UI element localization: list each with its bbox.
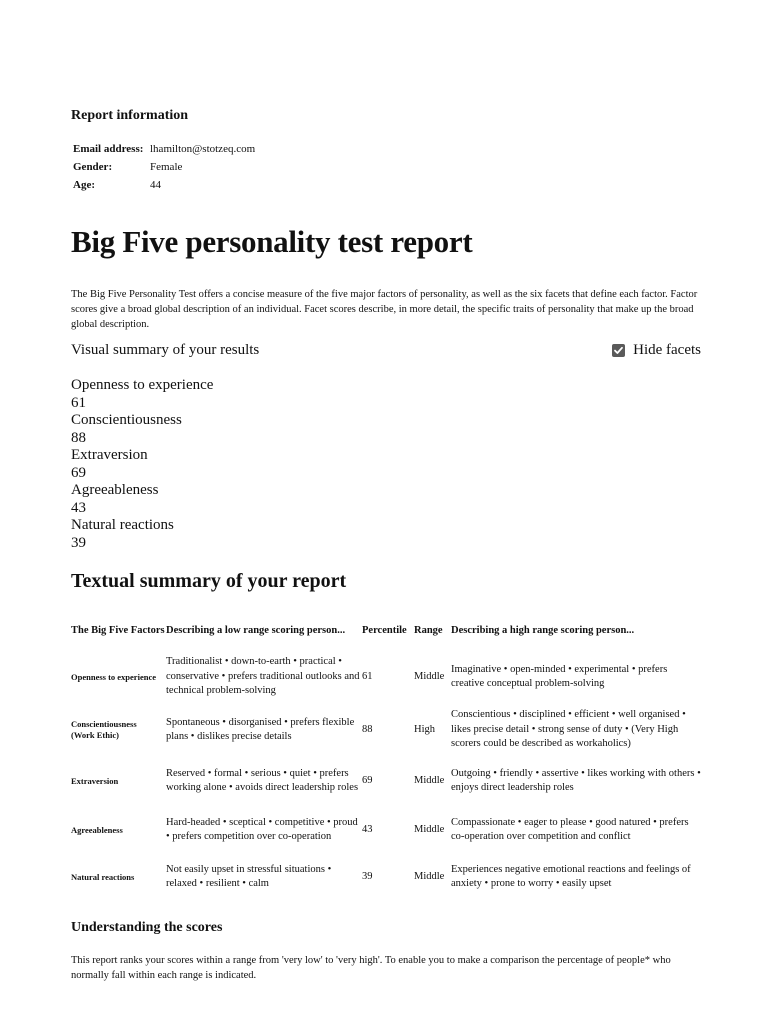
row-high-description: Outgoing • friendly • assertive • likes working with others • enjoys direct leadership roles (451, 767, 701, 793)
row-percentile: 39 (362, 870, 373, 882)
info-row-email (73, 143, 255, 161)
intro-paragraph: The Big Five Personality Test offers a concise measure of the five major factors of personality, as well as the six facets that define each factor. Factor scores give a broad global description of an individual. Facet scores describe, in more detail, the specific traits of personality that make up the broad global description. (71, 289, 698, 330)
info-row-gender (73, 161, 255, 179)
row-low-description: Hard-headed • sceptical • competitive • proud • prefers competition over co-operation (166, 816, 358, 842)
textual-summary-title: Textual summary of your report (71, 570, 347, 592)
row-high-description: Experiences negative emotional reactions and feelings of anxiety • prone to worry • easily upset (451, 863, 691, 889)
row-factor: Natural reactions (71, 871, 135, 882)
factor-score: 69 (71, 464, 86, 481)
report-info-table (73, 143, 255, 197)
header-percentile: Percentile (362, 624, 407, 636)
row-high-description: Compassionate • eager to please • good natured • prefers co-operation over competition and conflict (451, 816, 689, 842)
row-factor: Agreeableness (71, 824, 123, 835)
row-low-description: Spontaneous • disorganised • prefers flexible plans • dislikes precise details (166, 716, 355, 742)
factor-score: 43 (71, 499, 86, 516)
row-percentile: 88 (362, 723, 373, 735)
row-percentile: 43 (362, 823, 373, 835)
row-range: Middle (414, 774, 445, 786)
visual-summary-header (71, 342, 701, 362)
factor-name: Extraversion (71, 447, 148, 463)
row-percentile: 69 (362, 774, 373, 786)
factor-name: Openness to experience (71, 377, 214, 393)
hide-facets-toggle[interactable] (612, 342, 701, 359)
table-row (71, 756, 701, 806)
header-factors: The Big Five Factors (71, 624, 165, 636)
table-row (71, 854, 701, 900)
page-title: Big Five personality test report (71, 224, 473, 259)
factor-summary-item (71, 482, 213, 517)
row-percentile: 61 (362, 670, 373, 682)
row-high-description: Conscientious • disciplined • efficient • well organised • likes precise detail • strong sense of duty • (Very High scorers could be described as workaholics) (451, 709, 686, 750)
visual-summary-list (71, 377, 213, 552)
info-label: Email address: (73, 143, 144, 155)
table-row (71, 650, 701, 704)
header-range: Range (414, 624, 443, 636)
row-factor: Conscientiousness (Work Ethic) (71, 719, 137, 740)
factor-name: Natural reactions (71, 517, 174, 533)
factor-score: 88 (71, 429, 86, 446)
info-value-gender: Female (150, 161, 183, 173)
hide-facets-checkbox[interactable] (612, 344, 625, 357)
factor-summary-item (71, 447, 213, 482)
textual-summary-table (71, 612, 701, 900)
factor-score: 61 (71, 394, 86, 411)
info-row-age (73, 179, 255, 197)
visual-summary-title: Visual summary of your results (71, 342, 260, 358)
info-label: Age: (73, 179, 95, 191)
row-range: Middle (414, 670, 445, 682)
hide-facets-label: Hide facets (633, 342, 701, 358)
row-high-description: Imaginative • open-minded • experimental • prefers creative conceptual problem-solving (451, 663, 668, 689)
factor-score: 39 (71, 534, 86, 551)
info-label: Gender: (73, 161, 113, 173)
header-low: Describing a low range scoring person... (166, 624, 346, 636)
table-row (71, 704, 701, 756)
row-factor: Openness to experience (71, 671, 156, 682)
checkmark-icon (613, 345, 624, 356)
report-info-title: Report information (71, 108, 189, 123)
factor-summary-item (71, 377, 213, 412)
header-high: Describing a high range scoring person... (451, 624, 635, 636)
info-value-email: lhamilton@stotzeq.com (150, 143, 256, 155)
row-low-description: Not easily upset in stressful situations • relaxed • resilient • calm (166, 863, 332, 889)
factor-summary-item (71, 412, 213, 447)
row-factor: Extraversion (71, 775, 119, 786)
factor-summary-item (71, 517, 213, 552)
understanding-title: Understanding the scores (71, 920, 223, 935)
row-range: High (414, 723, 435, 735)
factor-name: Conscientiousness (71, 412, 182, 428)
row-low-description: Reserved • formal • serious • quiet • prefers working alone • avoids direct leadership roles (166, 767, 359, 793)
row-low-description: Traditionalist • down-to-earth • practical • conservative • prefers traditional outlooks and technical problem-solving (166, 656, 360, 697)
table-header-row (71, 612, 701, 650)
info-value-age: 44 (150, 179, 161, 191)
table-row (71, 806, 701, 854)
factor-name: Agreeableness (71, 482, 159, 498)
row-range: Middle (414, 870, 445, 882)
understanding-text: This report ranks your scores within a range from 'very low' to 'very high'. To enable you to make a comparison the percentage of people* who normally fall within each range is indicated. (71, 955, 671, 981)
row-range: Middle (414, 823, 445, 835)
